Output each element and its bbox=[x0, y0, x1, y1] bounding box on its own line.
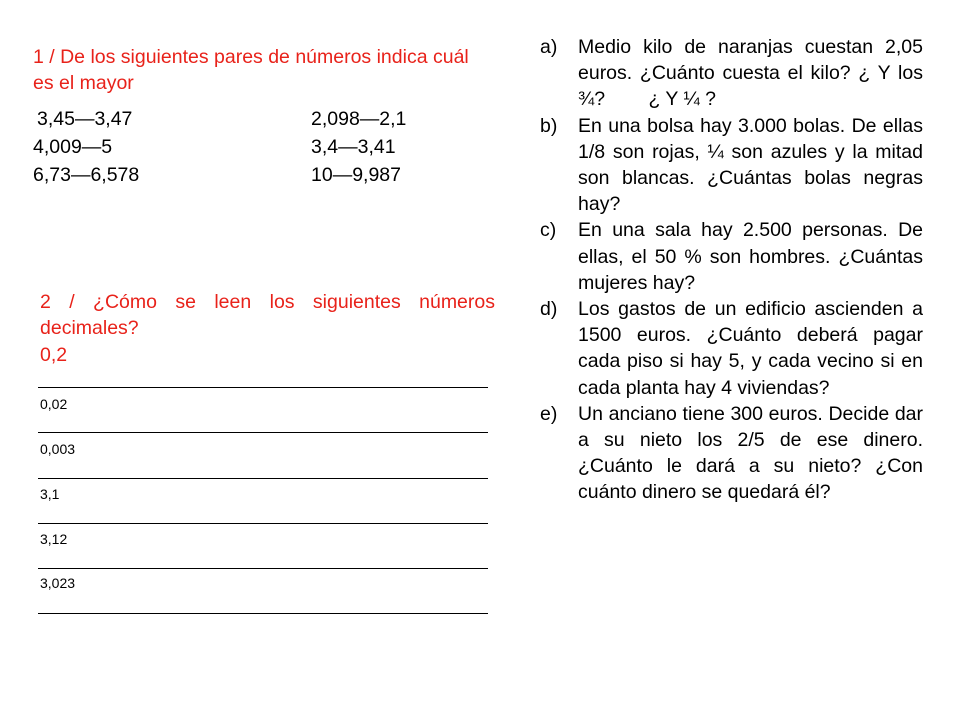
problem-item bbox=[540, 296, 930, 401]
problem-item bbox=[540, 401, 930, 506]
answer-line-1 bbox=[38, 387, 488, 388]
decimal-number-4: 3,1 bbox=[40, 486, 60, 502]
exercise-1-title: 1 / De los siguientes pares de números indica cuál es el mayor bbox=[33, 46, 469, 94]
answer-line-5 bbox=[38, 568, 488, 569]
problem-marker: e) bbox=[540, 402, 558, 425]
problem-marker: d) bbox=[540, 298, 558, 321]
number-pair-6: 10—9,987 bbox=[311, 164, 401, 186]
problem-marker: a) bbox=[540, 36, 558, 58]
problem-text: Medio kilo de naranjas cuestan 2,05 euros. ¿Cuánto cuesta el kilo? ¿ Y los ¾? ¿ Y ¼ ? bbox=[578, 36, 929, 111]
exercise-2-title: 2 / ¿Cómo se leen los siguientes números decimales? bbox=[40, 291, 495, 339]
decimal-number-1: 0,2 bbox=[40, 344, 68, 366]
problem-text: Un anciano tiene 300 euros. Decide dar a su nieto los 2/5 de ese dinero. ¿Cuánto le dará a su nieto? ¿Con cuánto dinero se quedará él? bbox=[578, 402, 923, 504]
problem-item bbox=[540, 34, 930, 113]
problem-text: En una sala hay 2.500 personas. De ellas, el 50 % son hombres. ¿Cuántas mujeres hay? bbox=[578, 219, 923, 294]
number-pair-2: 2,098—2,1 bbox=[311, 108, 407, 130]
answer-line-4 bbox=[38, 523, 488, 524]
problem-text: En una bolsa hay 3.000 bolas. De ellas 1/8 son rojas, ¼ son azules y la mitad son blancas. ¿Cuántas bolas negras hay? bbox=[578, 114, 923, 216]
number-pair-1: 3,45—3,47 bbox=[37, 108, 133, 130]
decimal-number-2: 0,02 bbox=[40, 396, 68, 412]
problem-marker: b) bbox=[540, 114, 558, 137]
word-problems-list bbox=[540, 34, 930, 506]
decimal-number-6: 3,023 bbox=[40, 575, 76, 591]
problem-item bbox=[540, 217, 930, 296]
problem-marker: c) bbox=[540, 219, 557, 242]
decimal-number-3: 0,003 bbox=[40, 441, 76, 457]
number-pair-4: 3,4—3,41 bbox=[311, 136, 396, 158]
decimal-number-5: 3,12 bbox=[40, 531, 68, 547]
answer-line-2 bbox=[38, 432, 488, 433]
answer-line-3 bbox=[38, 478, 488, 479]
number-pair-3: 4,009—5 bbox=[33, 136, 113, 158]
answer-line-6 bbox=[38, 613, 488, 614]
problem-text: Los gastos de un edificio ascienden a 1500 euros. ¿Cuánto deberá pagar cada piso si hay 5, y cada vecino si en cada planta hay 4 viviendas? bbox=[578, 298, 923, 399]
problem-item bbox=[540, 113, 930, 218]
number-pair-5: 6,73—6,578 bbox=[33, 164, 140, 186]
